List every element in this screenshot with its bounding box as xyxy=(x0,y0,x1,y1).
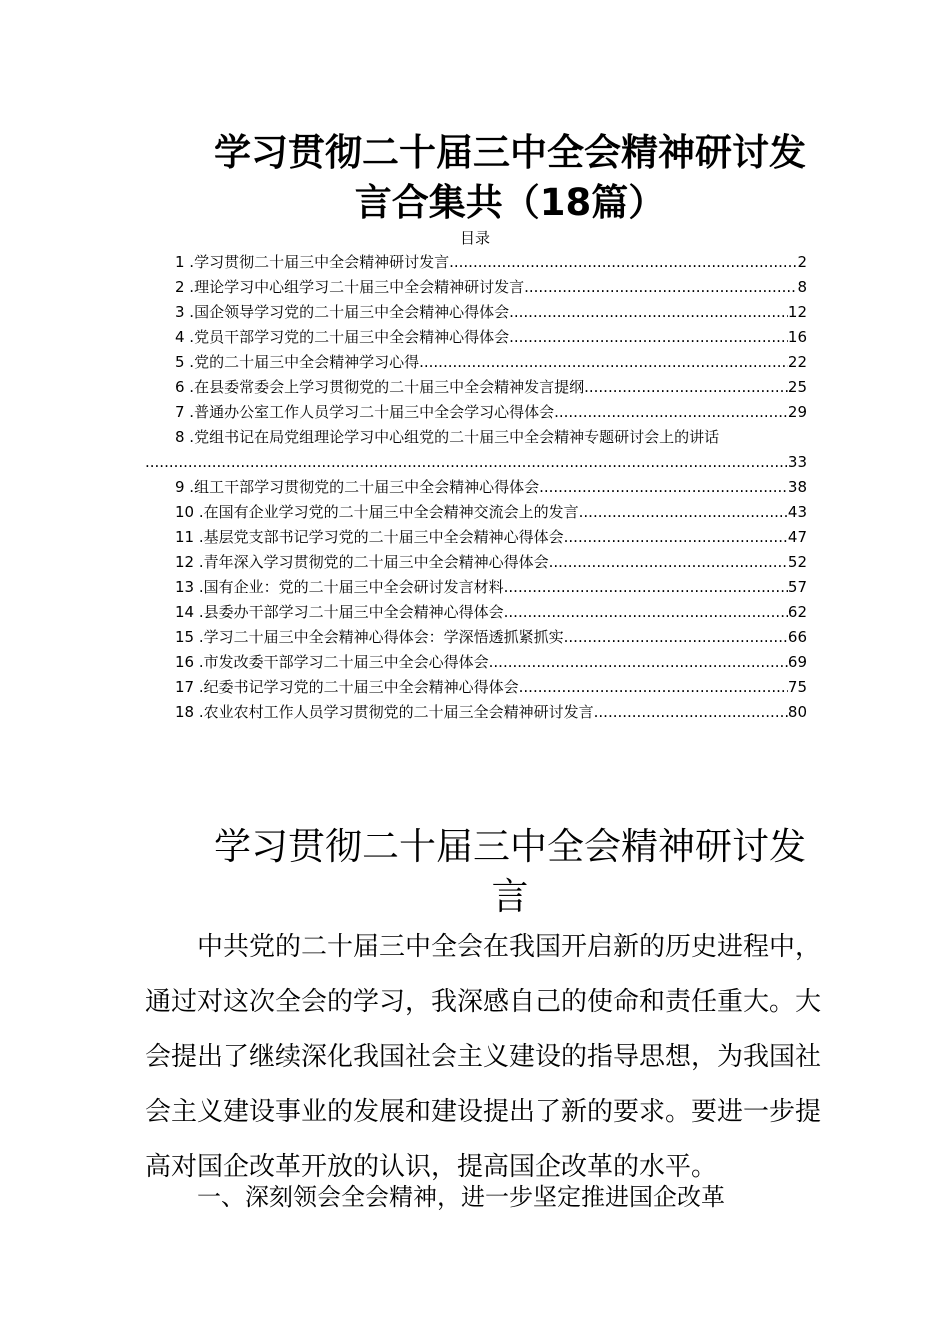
toc-entry-page: 22 xyxy=(787,353,807,371)
toc-entry-title: 党的二十届三中全会精神学习心得 xyxy=(194,353,420,371)
toc-entry-page: 29 xyxy=(787,403,807,421)
toc-entry-page: 25 xyxy=(787,378,807,396)
toc-entry-page: 38 xyxy=(787,478,807,496)
toc-entry-page: 12 xyxy=(787,303,807,321)
article-title-line-2: 言 xyxy=(491,875,529,918)
toc-entry-number: 8 . xyxy=(175,428,195,446)
toc-leader-dots xyxy=(145,450,788,475)
toc-entry-title: 党员干部学习党的二十届三中全会精神心得体会 xyxy=(194,328,510,346)
toc-entry[interactable] xyxy=(145,500,807,525)
toc-entry-page: 16 xyxy=(787,328,807,346)
toc-entry-page: 62 xyxy=(787,603,807,621)
toc-leader-dots xyxy=(509,325,788,350)
toc-entry[interactable] xyxy=(145,650,807,675)
toc-entry-page: 2 xyxy=(797,253,807,271)
article-title xyxy=(140,822,880,922)
toc-entry[interactable] xyxy=(145,675,807,700)
toc-entry-page: 69 xyxy=(787,653,807,671)
toc-entry[interactable] xyxy=(145,625,807,650)
toc-leader-dots xyxy=(594,700,788,725)
toc-entry-number: 11 . xyxy=(175,528,204,546)
toc-entry-title: 基层党支部书记学习党的二十届三中全会精神心得体会 xyxy=(203,528,564,546)
toc-entry-title: 党组书记在局党组理论学习中心组党的二十届三中全会精神专题研讨会上的讲话 xyxy=(194,428,720,446)
toc-heading: 目录 xyxy=(459,229,490,247)
toc-entry-number: 14 . xyxy=(175,603,204,621)
toc-entry-number: 18 . xyxy=(175,703,204,721)
toc-entry-title: 普通办公室工作人员学习二十届三中全会学习心得体会 xyxy=(194,403,555,421)
article-body xyxy=(145,920,833,1195)
document-title-line-2: 言合集共（18篇） xyxy=(354,181,666,224)
toc-entry-page: 47 xyxy=(787,528,807,546)
toc-entry-number: 6 . xyxy=(175,378,195,396)
toc-entry-number: 16 . xyxy=(175,653,204,671)
toc-entry[interactable] xyxy=(145,525,807,550)
toc-entry-title: 纪委书记学习党的二十届三中全会精神心得体会 xyxy=(203,678,519,696)
toc-entry-number: 1 . xyxy=(175,253,195,271)
toc-entry-title: 理论学习中心组学习二十届三中全会精神研讨发言 xyxy=(194,278,525,296)
toc-entry-title: 国企领导学习党的二十届三中全会精神心得体会 xyxy=(194,303,510,321)
toc-leader-dots xyxy=(504,600,788,625)
toc-entry-number: 5 . xyxy=(175,353,195,371)
toc-entry-title: 学习二十届三中全会精神心得体会：学深悟透抓紧抓实 xyxy=(203,628,564,646)
article-title-line-1: 学习贯彻二十届三中全会精神研讨发 xyxy=(214,825,806,868)
section-heading: 一、深刻领会全会精神，进一步坚定推进国企改革 xyxy=(197,1183,725,1211)
toc-entry-number: 4 . xyxy=(175,328,195,346)
toc-leader-dots xyxy=(419,350,788,375)
toc-entry-number: 2 . xyxy=(175,278,195,296)
toc-entry-title: 国有企业：党的二十届三中全会研讨发言材料 xyxy=(203,578,504,596)
toc-leader-dots xyxy=(549,550,788,575)
toc-entry[interactable] xyxy=(145,600,807,625)
toc-entry-title: 市发改委干部学习二十届三中全会心得体会 xyxy=(203,653,489,671)
toc-entry-title: 在县委常委会上学习贯彻党的二十届三中全会精神发言提纲 xyxy=(194,378,585,396)
toc-entry-title: 在国有企业学习党的二十届三中全会精神交流会上的发言 xyxy=(203,503,579,521)
toc-leader-dots xyxy=(564,525,788,550)
toc-entry-page: 80 xyxy=(787,703,807,721)
toc-entry[interactable] xyxy=(145,575,807,600)
toc-entry-title: 组工干部学习贯彻党的二十届三中全会精神心得体会 xyxy=(194,478,540,496)
document-title-line-1: 学习贯彻二十届三中全会精神研讨发 xyxy=(214,131,806,174)
toc-entry-number: 7 . xyxy=(175,403,195,421)
toc-entry-number: 9 . xyxy=(175,478,195,496)
toc-leader-dots xyxy=(489,650,788,675)
toc-entry-number: 13 . xyxy=(175,578,204,596)
toc-entry-title: 青年深入学习贯彻党的二十届三中全会精神心得体会 xyxy=(203,553,549,571)
toc-leader-dots xyxy=(509,300,788,325)
toc-entry[interactable] xyxy=(145,400,807,425)
toc-entry[interactable] xyxy=(145,700,807,725)
toc-leader-dots xyxy=(579,500,788,525)
toc-leader-dots xyxy=(449,250,797,275)
toc-entry-page: 52 xyxy=(787,553,807,571)
toc-entry-page: 66 xyxy=(787,628,807,646)
toc-entry-title: 农业农村工作人员学习贯彻党的二十届三全会精神研讨发言 xyxy=(203,703,594,721)
toc-entry[interactable] xyxy=(145,300,807,325)
toc-entry[interactable] xyxy=(145,350,807,375)
toc-leader-dots xyxy=(524,275,797,300)
toc-entry[interactable] xyxy=(145,550,807,575)
toc-entry-number: 10 . xyxy=(175,503,204,521)
toc-leader-dots xyxy=(554,400,788,425)
toc-entry-number: 15 . xyxy=(175,628,204,646)
toc-entry-number: 3 . xyxy=(175,303,195,321)
toc-entry[interactable] xyxy=(145,475,807,500)
toc-entry-page: 75 xyxy=(787,678,807,696)
toc-entry-title: 学习贯彻二十届三中全会精神研讨发言 xyxy=(194,253,450,271)
toc-entry-title: 县委办干部学习二十届三中全会精神心得体会 xyxy=(203,603,504,621)
toc-entry-number: 12 . xyxy=(175,553,204,571)
toc-entry-page: 33 xyxy=(787,453,807,471)
toc-entry-page: 57 xyxy=(787,578,807,596)
toc-leader-dots xyxy=(584,375,788,400)
toc-leader-dots xyxy=(564,625,788,650)
toc-entry-number: 17 . xyxy=(175,678,204,696)
toc-entry[interactable] xyxy=(145,425,807,475)
toc-entry[interactable] xyxy=(145,325,807,350)
toc-entry[interactable] xyxy=(145,275,807,300)
toc-entry[interactable] xyxy=(145,375,807,400)
toc-leader-dots xyxy=(539,475,788,500)
toc-entry[interactable] xyxy=(145,250,807,275)
table-of-contents xyxy=(145,250,807,725)
toc-entry-page: 43 xyxy=(787,503,807,521)
document-title xyxy=(140,128,880,228)
toc-leader-dots xyxy=(504,575,788,600)
toc-leader-dots xyxy=(519,675,788,700)
toc-entry-page: 8 xyxy=(797,278,807,296)
paragraph: 中共党的二十届三中全会在我国开启新的历史进程中，通过对这次全会的学习，我深感自己的使命和责任重大。大会提出了继续深化我国社会主义建设的指导思想，为我国社会主义建设事业的发展和建设提出了新的要求。要进一步提高对国企改革开放的认识，提高国企改革的水平。 xyxy=(145,932,822,1182)
